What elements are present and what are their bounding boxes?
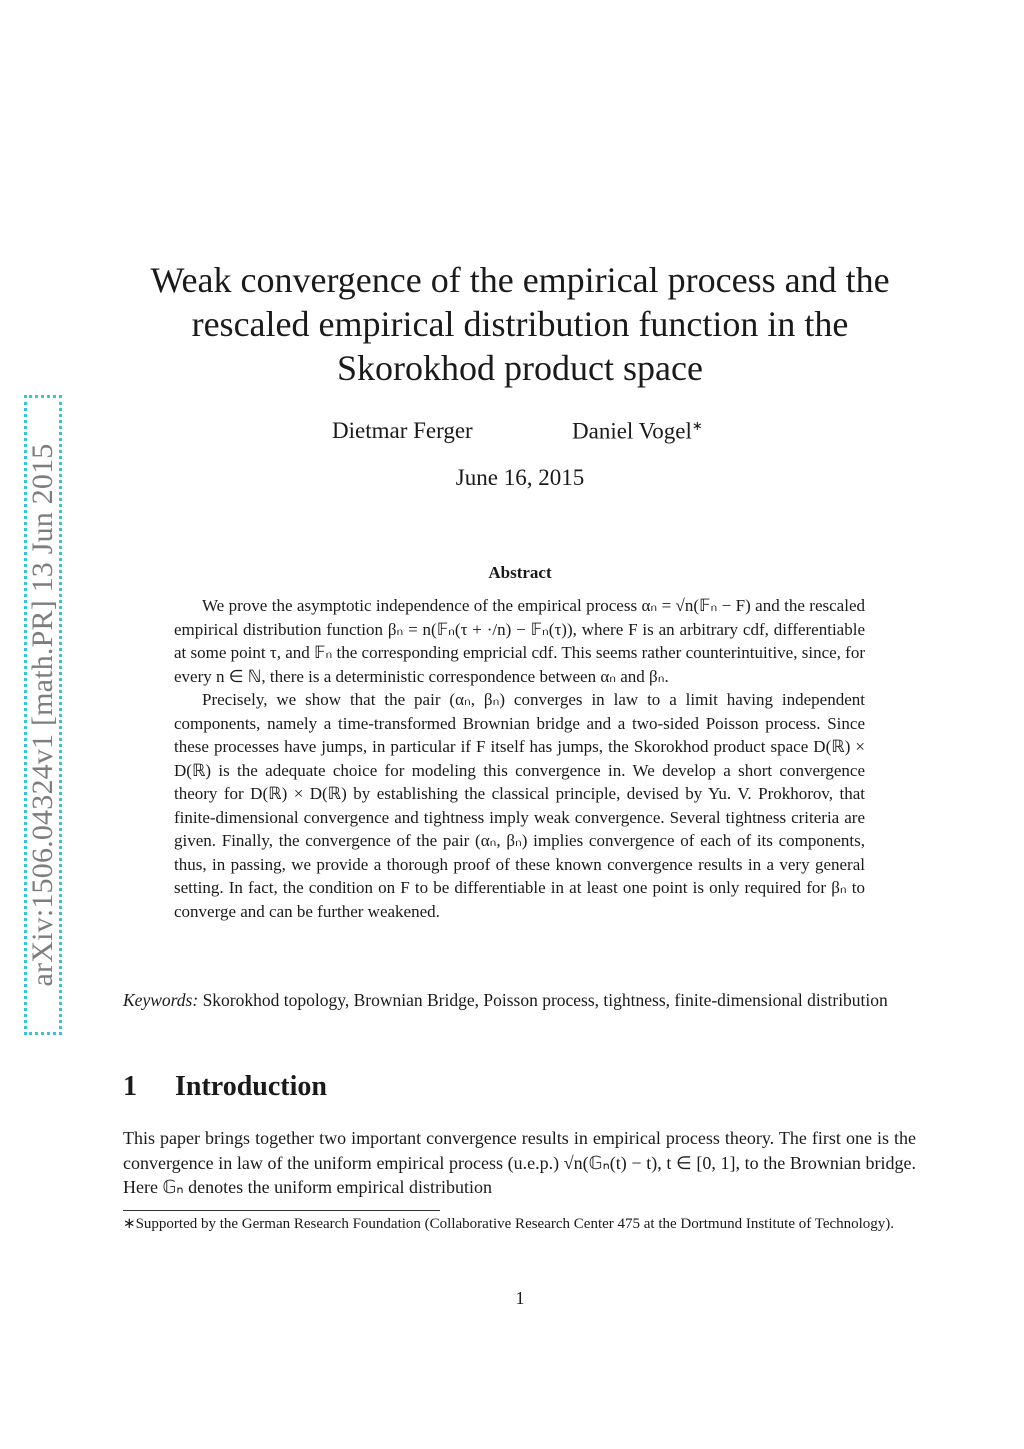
publication-date: June 16, 2015 (455, 465, 585, 490)
title-line: Weak convergence of the empirical process and the (150, 260, 890, 300)
abstract-paragraph: We prove the asymptotic independence of the empirical process αₙ = √n(𝔽ₙ − F) and the rescaled empirical distribution function βₙ = n(𝔽ₙ(τ + ·/n) − 𝔽ₙ(τ)), where F is an arbitrary cdf, differentiable at some point τ, and 𝔽ₙ the corresponding empricial cdf. This seems rather counterintuitive, since, for every n ∈ ℕ, there is a deterministic correspondence between αₙ and βₙ. (174, 596, 865, 686)
title-line: Skorokhod product space (337, 348, 703, 388)
author-list (120, 418, 920, 448)
section-number: 1 (123, 1071, 137, 1102)
abstract-heading: Abstract (488, 563, 552, 582)
abstract-body (174, 594, 865, 923)
author-name: Daniel Vogel (572, 418, 692, 444)
arxiv-identifier-stamp (24, 395, 62, 1035)
keywords-label: Keywords: (123, 990, 199, 1010)
author-name: Dietmar Ferger (332, 418, 473, 443)
footnote: ∗Supported by the German Research Foundation (Collaborative Research Center 475 at the Dortmund Institute of Technology). (123, 1216, 895, 1232)
abstract-paragraph: Precisely, we show that the pair (αₙ, βₙ) converges in law to a limit having independent components, namely a time-transformed Brownian bridge and a two-sided Poisson process. Since these processes have jumps, in particular if F itself has jumps, the Skorokhod product space D(ℝ) × D(ℝ) is the adequate choice for modeling this convergence in. We develop a short convergence theory for D(ℝ) × D(ℝ) by establishing the classical principle, devised by Yu. V. Prokhorov, that finite-dimensional convergence and tightness imply weak convergence. Several tightness criteria are given. Finally, the convergence of the pair (αₙ, βₙ) implies convergence of each of its components, thus, in passing, we provide a thorough proof of these known convergence results in a very general setting. In fact, the condition on F to be differentiable in at least one point is only required for βₙ to converge and can be further weakened. (174, 690, 865, 921)
arxiv-identifier-text: arXiv:1506.04324v1 [math.PR] 13 Jun 2015 (26, 443, 59, 987)
paper-title (120, 258, 920, 390)
section-title: Introduction (175, 1071, 327, 1102)
footnote-marker: ∗ (691, 418, 703, 433)
footnote-divider (123, 1210, 440, 1211)
author-name-with-footnote (572, 418, 703, 445)
page-number: 1 (515, 1288, 525, 1308)
introduction-text: This paper brings together two important convergence results in empirical process theory. The first one is the convergence in law of the uniform empirical process (u.e.p.) √n(𝔾ₙ(t) − t), t ∈ [0, 1], to the Brownian bridge. Here 𝔾ₙ denotes the uniform empirical distribution (123, 1128, 916, 1197)
section-heading (123, 1071, 916, 1103)
keywords (123, 988, 916, 1012)
keywords-text: Skorokhod topology, Brownian Bridge, Poisson process, tightness, finite-dimensional distribution (202, 990, 888, 1010)
title-line: rescaled empirical distribution function in the (191, 304, 849, 344)
